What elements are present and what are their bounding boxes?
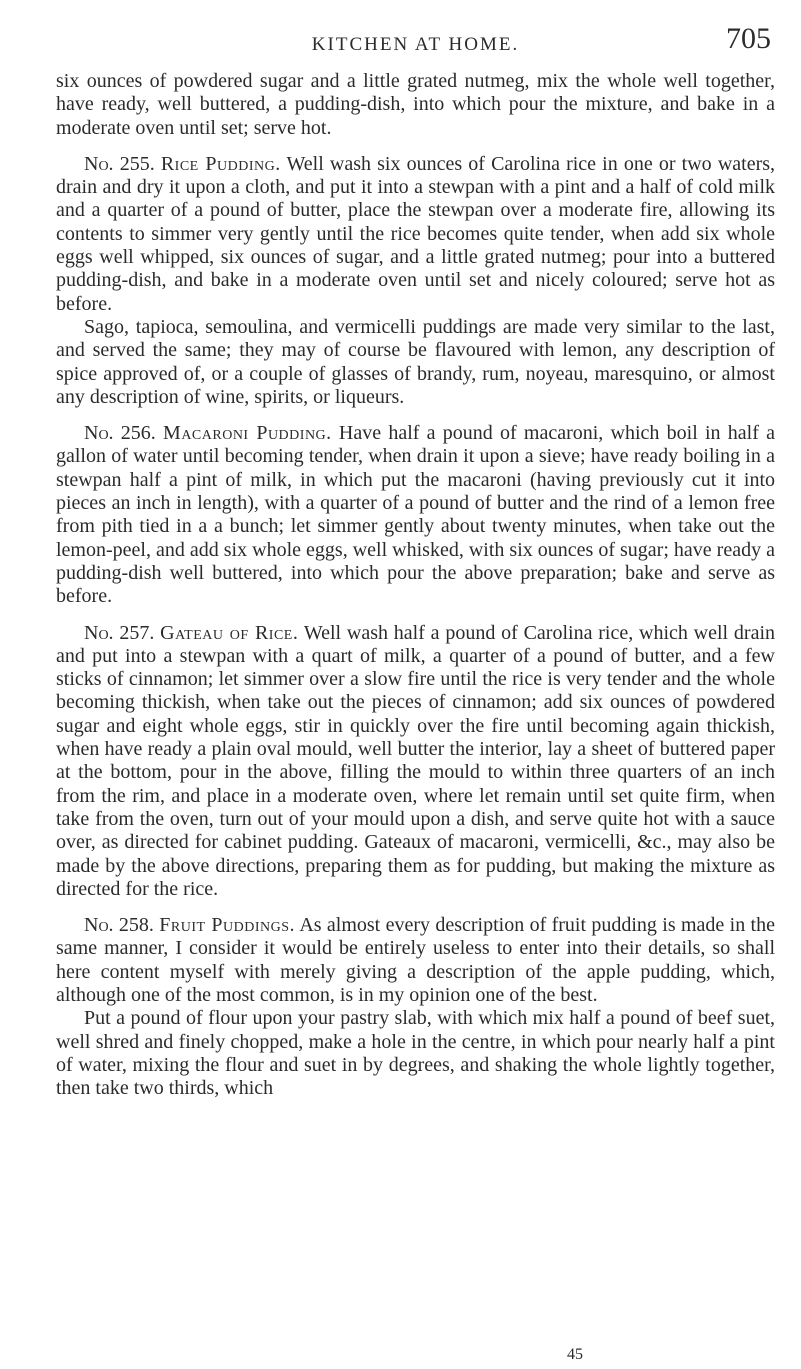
paragraph-sago-variations — [56, 316, 775, 409]
paragraph-text: six ounces of powdered sugar and a little grated nutmeg, mix the whole well together, have ready, well buttered, a pudding-dish, into which pour the mixture, and bake in a moderate oven until set; serve hot. — [56, 70, 775, 139]
recipe-257-gateau-of-rice — [56, 622, 775, 902]
recipe-title: Gateau of Rice. — [160, 621, 299, 644]
recipe-number: No. 255. — [84, 152, 155, 175]
page-body — [56, 70, 775, 1100]
recipe-text: Well wash six ounces of Carolina rice in one or two waters, drain and dry it upon a cloth, and put it into a stewpan with a pint and a half of cold milk and a quarter of a pound of butter, place the stewpan over a moderate fire, allowing its contents to simmer very gently until the rice becomes quite tender, when add six whole eggs well whipped, six ounces of sugar, and a little grated nutmeg; pour into a buttered pudding-dish, and bake in a moderate oven until set and nicely coloured; serve hot as before. — [56, 152, 776, 315]
recipe-256-macaroni-pudding — [56, 422, 775, 608]
recipe-text: As almost every description of fruit pudding is made in the same manner, I consider it would be entirely useless to enter into their details, so shall here content myself with merely giving a description of the apple pudding, which, although one of the most common, is in my opinion one of the best. — [56, 914, 775, 1006]
recipe-text: Have half a pound of macaroni, which boil in half a gallon of water until becoming tender, when drain it upon a sieve; have ready boiling in a stewpan half a pint of milk, in which put the macaroni (having previously cut it into pieces an inch in length), with a quarter of a pound of butter and the rind of a lemon free from pith tied in a a bunch; let simmer gently about twenty minutes, when take out the lemon-peel, and add six whole eggs, well whisked, with six ounces of sugar; have ready a pudding-dish well buttered, into which pour the above preparation; bake and serve as before. — [56, 422, 775, 608]
recipe-number: No. 256. — [84, 422, 156, 445]
recipe-number: No. 257. — [84, 621, 155, 644]
recipe-title: Fruit Puddings. — [159, 914, 296, 937]
paragraph-text: Put a pound of flour upon your pastry slab, with which mix half a pound of beef suet, well shred and finely chopped, make a hole in the centre, in which pour nearly half a pint of water, mixing the flour and suet in by degrees, and shaking the whole lightly together, then take two thirds, which — [56, 1007, 775, 1100]
recipe-number: No. 258. — [84, 914, 154, 937]
recipe-title: Rice Pudding. — [160, 152, 281, 175]
recipe-title: Macaroni Pudding. — [163, 422, 332, 445]
paragraph-apple-pudding — [56, 1007, 775, 1100]
paragraph-text: Sago, tapioca, semoulina, and vermicelli puddings are made very similar to the last, and served the same; they may of course be flavoured with lemon, any description of spice approved of, or a couple of glasses of brandy, rum, noyeau, maresquino, or almost any description of wine, spirits, or liqueurs. — [56, 315, 775, 408]
signature-mark: 45 — [567, 1346, 583, 1363]
recipe-255-rice-pudding — [56, 153, 775, 316]
paragraph-continuation — [56, 70, 775, 140]
page-number: 705 — [726, 22, 771, 55]
running-head — [56, 22, 775, 58]
recipe-text: Well wash half a pound of Carolina rice, which well drain and put into a stewpan with a quart of milk, a quarter of a pound of butter, and a few sticks of cinnamon; let simmer over a slow fire until the rice is very tender and the whole becoming thickish, when take out the pieces of cinnamon; add six ounces of powdered sugar and eight whole eggs, stir in quickly over the fire until becoming again thickish, when have ready a plain oval mould, well butter the interior, lay a sheet of buttered paper at the bottom, pour in the above, filling the mould to within three quarters of an inch from the rim, and place in a moderate oven, where let remain until set quite firm, when take from the oven, turn out of your mould upon a dish, and serve quite hot with a sauce over, as directed for cabinet pudding. Gateaux of macaroni, vermicelli, &c., may also be made by the above directions, preparing them as for pudding, but making the mixture as directed for the rice. — [56, 621, 776, 900]
recipe-258-fruit-puddings — [56, 914, 775, 1007]
running-title: KITCHEN AT HOME. — [311, 34, 520, 55]
